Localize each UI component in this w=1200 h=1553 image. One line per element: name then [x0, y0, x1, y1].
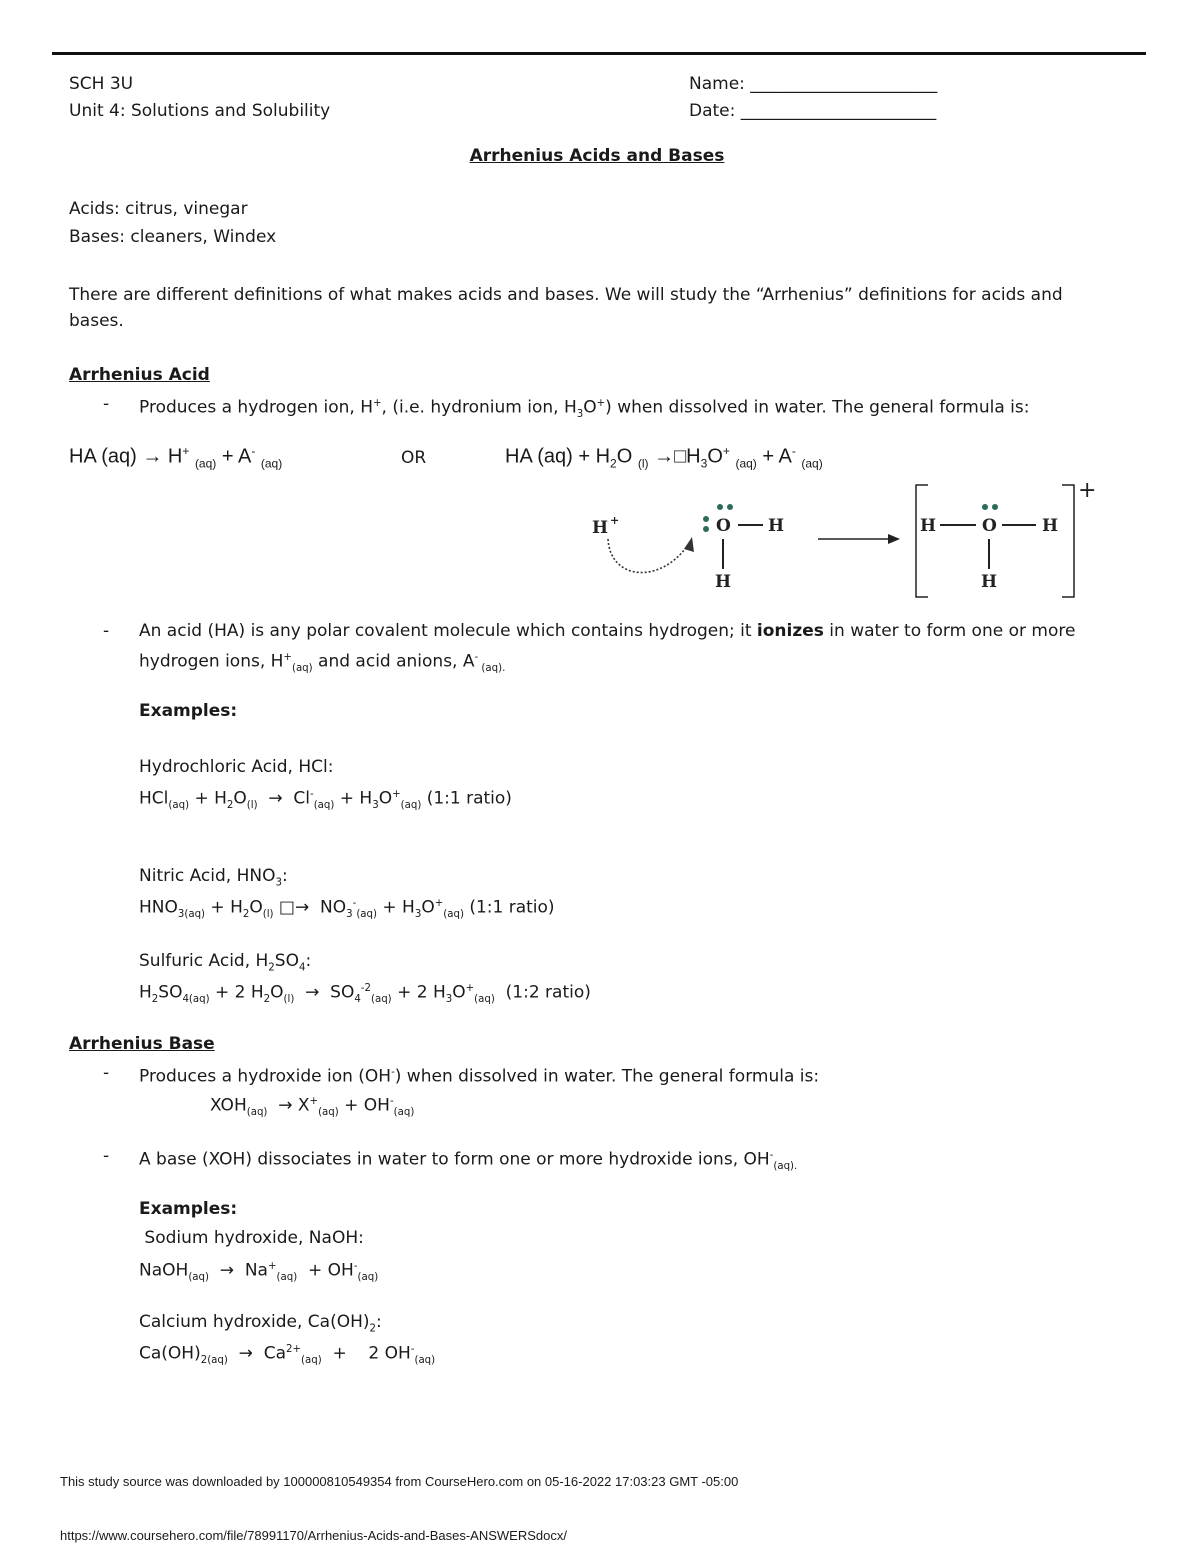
date-field: Date: _______________________ [689, 101, 937, 121]
caoh-name: Calcium hydroxide, $Ca(OH)_2$: [139, 1312, 382, 1335]
base-examples-heading: Examples: [139, 1199, 238, 1219]
bullet-dash: - [103, 621, 110, 641]
svg-text:O: O [982, 516, 997, 536]
top-rule [52, 52, 1146, 55]
base-bullet-1: Produces a hydroxide ion (OH-) when dissolved in water. The general formula is: [139, 1066, 820, 1087]
svg-text:+: + [610, 514, 620, 527]
h-ion-label: H [592, 518, 609, 538]
unit-title: Unit 4: Solutions and Solubility [69, 101, 331, 121]
acids-examples: Acids: citrus, vinegar [69, 199, 248, 219]
bullet-dash: - [103, 1146, 110, 1166]
acid-heading: Arrhenius Acid [69, 365, 210, 385]
svg-text:+: + [1078, 478, 1097, 503]
acid-formula-2: HA $(aq) + H_2O$ $_{(l)} \to□H_3O^+$ $_{(aq)}$ + A- $_{(aq)}$ [505, 444, 823, 471]
svg-text:H: H [715, 572, 732, 592]
acid-bullet-2-line1: An acid (HA) is any polar covalent molecule which contains hydrogen; it ionizes in water to form one or more [139, 621, 1076, 641]
base-heading: Arrhenius Base [69, 1034, 215, 1054]
hcl-name: Hydrochloric Acid, HCl: [139, 757, 334, 777]
footer-source: This study source was downloaded by 100000810549354 from CourseHero.com on 05-16-2022 17:03:23 GMT -05:00 [60, 1474, 739, 1489]
course-code: SCH 3U [69, 74, 134, 94]
intro-paragraph-line2: bases. [69, 311, 124, 331]
acid-examples-heading: Examples: [139, 701, 238, 721]
base-bullet-2: A base (XOH) dissociates in water to form one or more hydroxide ions, $OH^-_{(aq).}$ [139, 1149, 798, 1173]
acid-formula-1: HA (aq) → H+ $_{(aq)}$ + A- $_{(aq)}$ [69, 444, 283, 471]
hno3-equation: $HNO_{3(aq)} + H_2O_{(l)}$ □→ $NO_3^-_{(aq)} + H_3O^+_{(aq)}$ (1:1 ratio) [139, 897, 555, 921]
acid-bullet-2-line2: hydrogen ions, $H^+_{(aq)}$ and acid anions, A- $_{(aq).}$ [139, 651, 506, 675]
intro-paragraph-line1: There are different definitions of what makes acids and bases. We will study the “Arrhenius” definitions for acids and [69, 285, 1063, 305]
naoh-name: Sodium hydroxide, NaOH: [139, 1228, 364, 1248]
svg-text:H: H [981, 572, 998, 592]
svg-text:H: H [1042, 516, 1059, 536]
hcl-equation: $HCl_{(aq)} + H_2O_{(l)} \to Cl^-_{(aq)} + H_3O^+_{(aq)}$ (1:1 ratio) [139, 788, 512, 812]
hydronium-diagram [580, 475, 1120, 610]
or-label: OR [401, 448, 427, 468]
acid-bullet-1: Produces a hydrogen ion, H+, (i.e. hydronium ion, $H_3O^+$) when dissolved in water. The general formula is: [139, 397, 1030, 421]
bases-examples: Bases: cleaners, Windex [69, 227, 277, 247]
name-field: Name: ______________________ [689, 74, 938, 94]
caoh-equation: $Ca(OH)_{2(aq)} \to Ca^{2+}_{(aq)}$ + 2 $OH^-_{(aq)}$ [139, 1343, 436, 1367]
hno3-name: Nitric Acid, $HNO_3$: [139, 866, 288, 889]
footer-url[interactable]: https://www.coursehero.com/file/78991170/Arrhenius-Acids-and-Bases-ANSWERSdocx/ [60, 1528, 567, 1543]
svg-text:H: H [920, 516, 937, 536]
bullet-dash: - [103, 1063, 110, 1083]
h2so4-equation: $H_2SO_{4(aq)} + 2$ $H_2O_{(l)} \to SO_4^{-2}_{(aq)} + 2$ $H_3O^+_{(aq)}$ (1:2 ratio) [139, 982, 591, 1006]
h2so4-name: Sulfuric Acid, $H_2SO_4$: [139, 951, 312, 974]
bullet-dash: - [103, 394, 110, 414]
svg-text:O: O [716, 516, 731, 536]
naoh-equation: NaOH$_{(aq)}$ → $Na^+_{(aq)} + OH^-_{(aq)}$ [139, 1260, 379, 1284]
svg-text:H: H [768, 516, 785, 536]
page-title: Arrhenius Acids and Bases [469, 146, 725, 166]
base-general-formula: $XOH_{(aq)} \to X^+_{(aq)} + OH^-_{(aq)}$ [210, 1095, 415, 1119]
